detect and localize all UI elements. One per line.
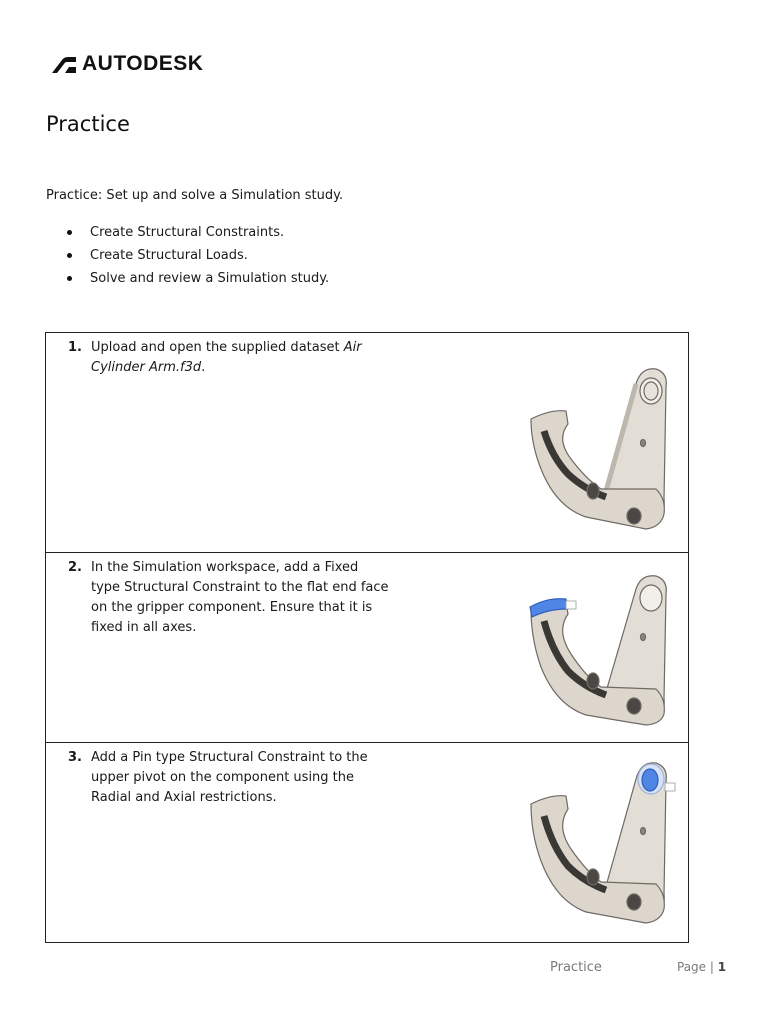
list-item: Solve and review a Simulation study. [46,267,329,290]
step-cell [46,743,689,943]
objectives-list [46,221,329,290]
step-cell [46,333,689,553]
part-model-image [526,339,676,539]
list-item: Create Structural Constraints. [46,221,329,244]
table-row [46,553,689,743]
dataset-name: Air Cylinder Arm.f3d [91,340,362,375]
autodesk-mark-icon [52,55,76,73]
table-row [46,743,689,943]
table-row [46,333,689,553]
pin-constraint-image [526,749,676,929]
step-text: In the Simulation workspace, add a Fixed type Structural Constraint to the flat end face on the gripper component. Ensure that it is fixed in all axes. [91,560,389,635]
fixed-constraint-image [526,559,676,729]
autodesk-logo [52,52,203,76]
page-number: Page | 1 [677,960,727,974]
step-cell [46,553,689,743]
logo-text: AUTODESK [82,52,204,75]
intro-text: Practice: Set up and solve a Simulation study. [46,188,344,203]
page-title: Practice [46,112,130,136]
step-number: 1. [68,340,82,355]
step-number: 3. [68,750,82,765]
footer-label: Practice [550,960,602,975]
step-number: 2. [68,560,82,575]
list-item: Create Structural Loads. [46,244,329,267]
step-text: Upload and open the supplied dataset Air Cylinder Arm.f3d. [91,340,362,375]
step-text: Add a Pin type Structural Constraint to the upper pivot on the component using the Radial and Axial restrictions. [91,750,368,805]
steps-table [45,332,689,943]
